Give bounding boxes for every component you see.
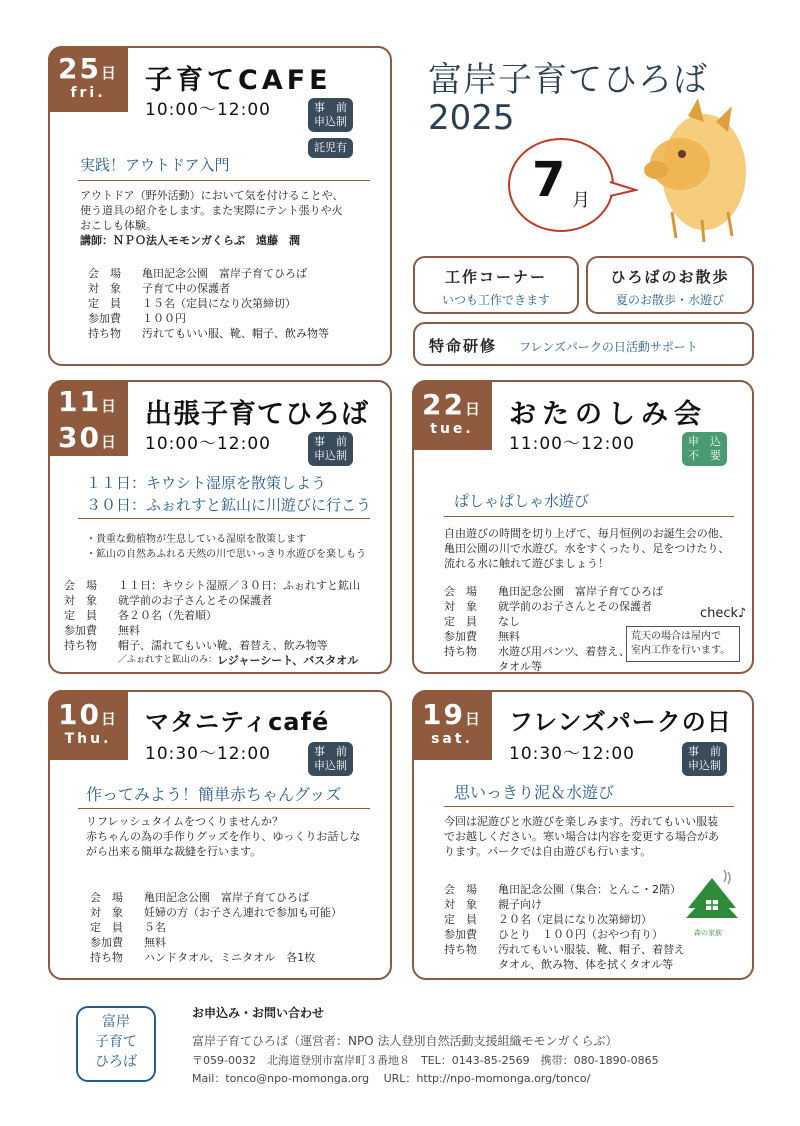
event-card-cafe — [48, 46, 392, 366]
walk-title: ひろばのお散歩 — [610, 268, 730, 286]
divider — [78, 518, 370, 519]
event-subtitle-2: ３０日：ふぉれすと鉱山に川遊びに行こう — [86, 496, 372, 514]
reservation-badge: 事 前 申込制 — [308, 98, 353, 132]
event-card-outreach — [48, 380, 392, 674]
event-card-party — [412, 380, 754, 674]
event-description: ・貴重な動植物が生息している湿原を散策します ・鉱山の自然あふれる天然の川で思いっきり水遊びを楽しもう — [86, 534, 366, 560]
logo-line1: 富岸 — [102, 1014, 130, 1030]
event-info: 会 場 １１日：キウシト湿原／３０日：ふぉれすと鉱山 対 象 就学前のお子さんとその保護者 定 員 各２０名（先着順） 参加費 無料 持ち物 帽子、濡れてもいい靴、着替え、飲み物等 ／ふぉれすと鉱山のみ： レジャーシート、バスタオル — [64, 579, 360, 667]
event-description: リフレッシュタイムをつくりませんか？ 赤ちゃんの為の手作りグッズを作り、ゆっくりお話しな がら出来る簡単な裁縫を行います。 — [86, 815, 361, 858]
logo-line2: 子育て — [95, 1034, 137, 1050]
pig-illustration-icon — [632, 92, 752, 242]
event-day: 19 — [422, 698, 465, 731]
event-subtitle-1: １１日：キウシト湿原を散策しよう — [86, 474, 327, 492]
craft-corner-box — [413, 256, 579, 314]
event-subtitle: ぱしゃぱしゃ水遊び — [454, 492, 590, 510]
contact-address: 〒059-0032 北海道登別市富岸町３番地８ TEL：0143-85-2569 携帯：080-1890-0865 — [192, 1054, 659, 1067]
month-bubble — [508, 138, 614, 232]
date-box — [48, 46, 128, 112]
event-day-2: 30 — [58, 421, 101, 454]
divider — [78, 808, 370, 809]
logo-line3: ひろば — [95, 1054, 137, 1070]
event-time: 10:30〜12:00 — [509, 744, 635, 764]
date-box: 19日 sat. — [412, 690, 492, 760]
training-sub: フレンズパークの日活動サポート — [519, 340, 698, 354]
event-card-maternity — [48, 690, 392, 980]
event-title: 出張子育てひろば — [145, 399, 369, 430]
date-box: 11日 30日 — [48, 380, 128, 456]
craft-corner-title: 工作コーナー — [444, 268, 547, 286]
event-title: おたのしみ会 — [509, 399, 707, 430]
forest-house-icon — [684, 868, 740, 928]
event-subtitle: 作ってみよう！簡単赤ちゃんグッズ — [86, 785, 342, 804]
event-time: 11:00〜12:00 — [509, 434, 635, 454]
house-label: 森の家族 — [694, 929, 722, 937]
event-title: マタニティcafé — [145, 708, 330, 736]
event-time: 10:30〜12:00 — [145, 744, 271, 764]
event-time: 10:00〜12:00 — [145, 434, 271, 454]
check-label: check♪ — [700, 606, 747, 621]
contact-heading: お申込み・お問い合わせ — [192, 1006, 325, 1020]
childcare-badge: 託児有 — [308, 138, 353, 158]
training-box — [413, 322, 754, 366]
event-dow: fri. — [70, 85, 106, 101]
footer-logo — [76, 1006, 156, 1082]
page-year: 2025 — [428, 98, 515, 138]
date-box: 22日 tue. — [412, 380, 492, 450]
reservation-badge: 事 前 申込制 — [682, 742, 727, 776]
event-info: 会 場 亀田記念公園 富岸子育てひろば 対 象 子育て中の保護者 定 員 １５名（定員になり次第締切） 参加費 １００円 持ち物 汚れてもいい服、靴、帽子、飲み物等 — [88, 267, 329, 340]
craft-corner-sub: いつも工作できます — [441, 293, 550, 307]
event-dow: sat. — [431, 731, 473, 747]
reservation-badge: 事 前 申込制 — [308, 432, 353, 466]
contact-org: 富岸子育てひろば（運営者：NPO 法人登別自然活動支援組織モモンガくらぶ） — [192, 1034, 618, 1048]
event-time: 10:00〜12:00 — [145, 100, 271, 120]
no-reservation-badge: 申 込 不 要 — [682, 432, 727, 466]
training-title: 特命研修 — [429, 337, 498, 355]
event-subtitle: 思いっきり泥＆水遊び — [454, 783, 615, 802]
event-day: 11 — [58, 385, 101, 418]
event-subtitle: 実践！アウトドア入門 — [80, 156, 230, 174]
event-dow: Thu. — [64, 731, 112, 747]
event-description: アウトドア（野外活動）において気を付けることや、 使う道具の紹介をします。また実際にテント張りや火 おこしも体験。 講師：ＮＰＯ法人モモンガくらぶ 遠藤 潤 — [80, 189, 344, 247]
date-box: 10日 Thu. — [48, 690, 128, 760]
event-card-friends-park — [412, 690, 754, 980]
divider — [444, 806, 734, 807]
event-description: 今回は泥遊びと水遊びを楽しみます。汚れてもいい服装 でお越しください。寒い場合は内容を変更する場合があ ります。パークでは自由遊びも行います。 — [444, 815, 719, 858]
event-dow: tue. — [430, 421, 474, 437]
divider — [444, 516, 734, 517]
month-number: 7 — [532, 152, 566, 208]
event-info: 会 場 亀田記念公園 富岸子育てひろば 対 象 妊婦の方（お子さん連れで参加も可能） 定 員 ５名 参加費 無料 持ち物 ハンドタオル、ミニタオル 各1枚 — [90, 891, 342, 964]
walk-box — [586, 256, 754, 314]
event-day: 10 — [58, 698, 101, 731]
walk-sub: 夏のお散歩・水遊び — [615, 293, 724, 307]
day-unit: 日 — [100, 64, 118, 82]
event-description: 自由遊びの時間を切り上げて、毎月恒例のお誕生会の他、 亀田公園の川で水遊び。水をすくったり、足をつけたり、 流れる水に触れて遊びましょう！ — [444, 527, 730, 570]
divider — [78, 180, 370, 181]
event-title: 子育てCAFE — [145, 65, 332, 96]
event-day: 25 — [58, 52, 101, 85]
event-info: 会 場 亀田記念公園（集合：とんこ・2階） 対 象 親子向け 定 員 ２０名（定員になり次第締切） 参加費 ひとり １００円（おやつ有り） 持ち物 汚れてもいい服装、靴、帽子、着替え タオル、飲み物、体を拭くタオル等 — [444, 883, 685, 971]
weather-note: 荒天の場合は屋内で 室内工作を行います。 — [626, 626, 740, 662]
page-title: 富岸子育てひろば — [428, 60, 708, 100]
event-info: 会 場 亀田記念公園 富岸子育てひろば 対 象 就学前のお子さんとその保護者 定 員 なし 参加費 無料 持ち物 水遊び用パンツ、着替え、 タオル等 — [444, 585, 663, 673]
event-day: 22 — [422, 388, 465, 421]
contact-web: Mail：tonco@npo-momonga.org URL：http://npo-momonga.org/tonco/ — [192, 1072, 591, 1085]
event-title: フレンズパークの日 — [509, 708, 732, 736]
reservation-badge: 事 前 申込制 — [308, 742, 353, 776]
month-unit: 月 — [572, 190, 590, 211]
